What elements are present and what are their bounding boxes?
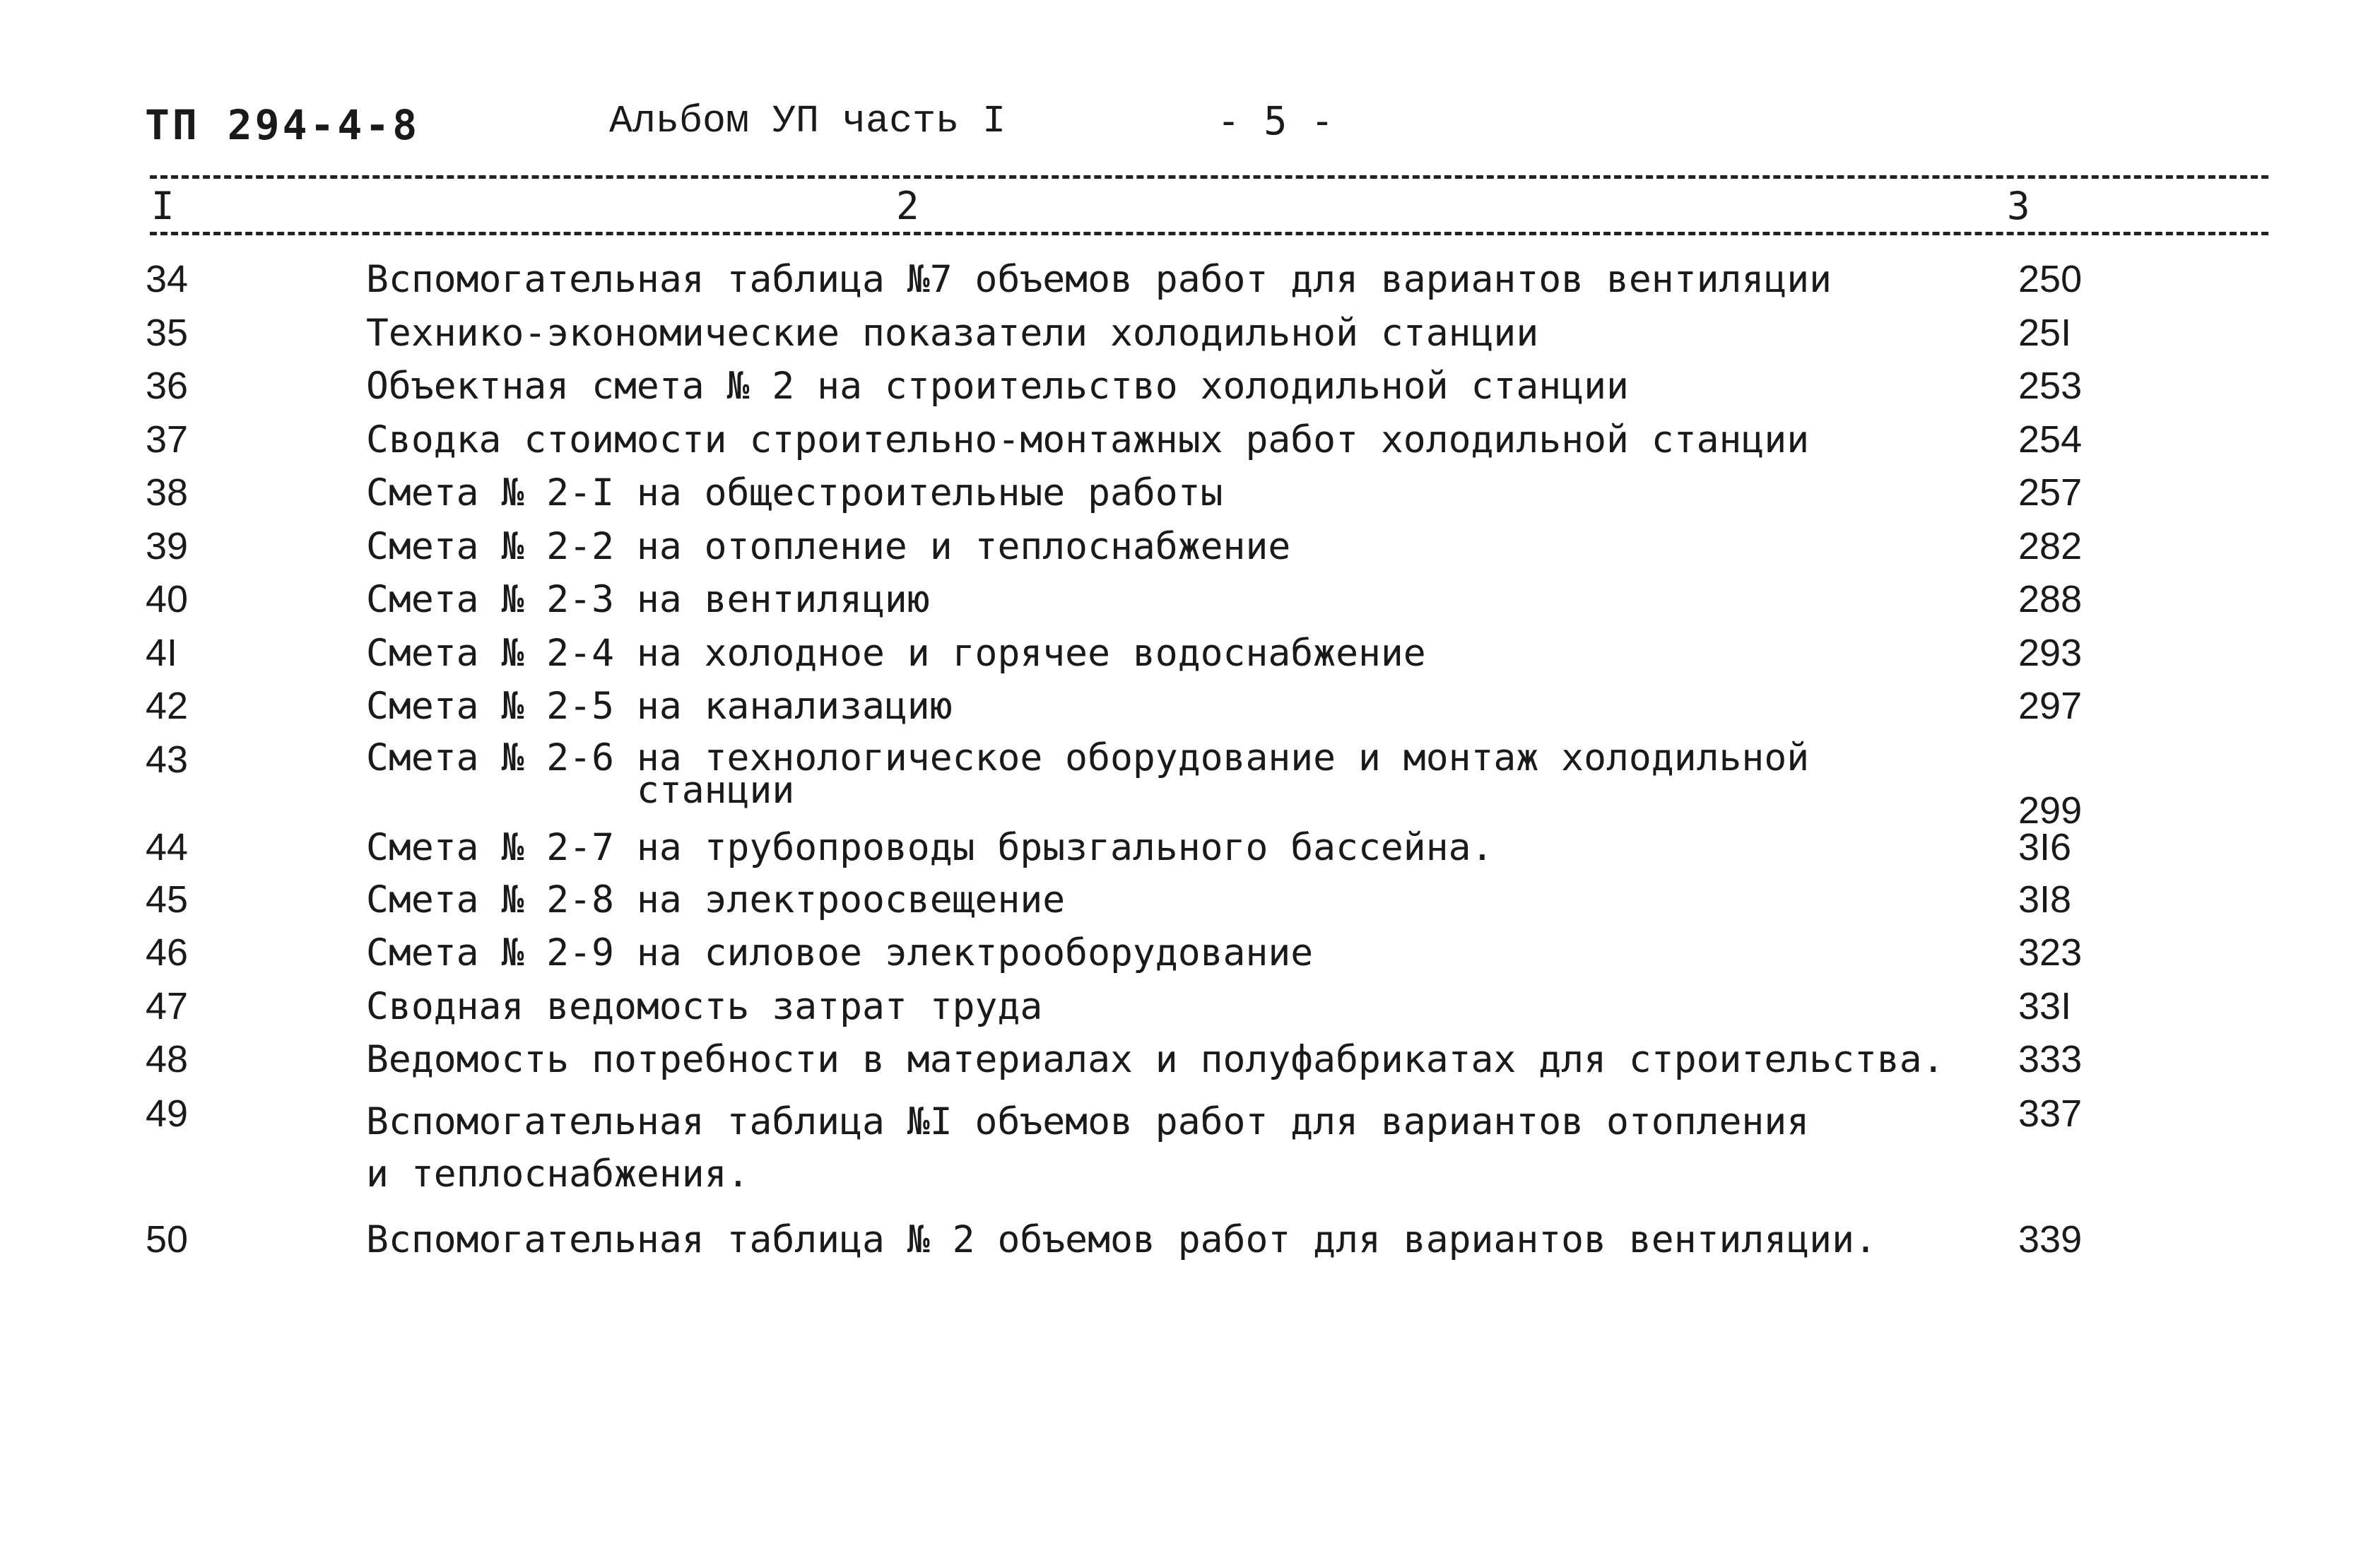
column-header-page: 3	[2001, 187, 2036, 225]
row-page: 25I	[2018, 312, 2072, 354]
row-number: 37	[146, 418, 189, 461]
row-page: 288	[2018, 578, 2083, 620]
column-header-title: 2	[890, 187, 925, 225]
row-page: 250	[2018, 258, 2083, 300]
row-title: Вспомогательная таблица №7 объемов работ для вариантов вентиляции	[366, 258, 1832, 301]
row-title: Смета № 2-2 на отопление и теплоснабжение	[366, 525, 1291, 568]
row-page: 297	[2018, 685, 2083, 727]
row-page: 282	[2018, 525, 2083, 567]
row-page: 293	[2018, 632, 2083, 674]
row-title: Смета № 2-8 на электроосвещение	[366, 878, 1066, 921]
row-page: 337	[2018, 1092, 2083, 1135]
row-number: 46	[146, 931, 189, 974]
dashed-rule-top	[150, 175, 2268, 179]
dashed-rule-bottom	[150, 232, 2268, 235]
document-code: ТП 294-4-8	[145, 101, 420, 149]
row-page: 299	[2018, 789, 2083, 832]
row-number: 50	[146, 1218, 189, 1261]
row-page: 323	[2018, 931, 2083, 974]
row-page: 253	[2018, 365, 2083, 407]
row-number: 35	[146, 312, 189, 354]
row-title: Ведомость потребности в материалах и полуфабрикатах для строительства.	[366, 1038, 1945, 1081]
row-page: 33I	[2018, 985, 2072, 1027]
column-header-number: I	[146, 187, 180, 225]
row-title: Сводка стоимости строительно-монтажных работ холодильной станции	[366, 418, 1810, 461]
row-number: 45	[146, 878, 189, 921]
row-title: Смета № 2-I на общестроительные работы	[366, 471, 1223, 514]
row-number: 47	[146, 985, 189, 1027]
row-title: Объектная смета № 2 на строительство холодильной станции	[366, 365, 1629, 408]
row-title: Вспомогательная таблица №I объемов работ для вариантов отопления и теплоснабжения.	[366, 1100, 1810, 1196]
row-page: 3I8	[2018, 878, 2072, 921]
row-title: Вспомогательная таблица № 2 объемов работ для вариантов вентиляции.	[366, 1218, 1877, 1261]
row-page: 254	[2018, 418, 2083, 461]
row-number: 34	[146, 258, 189, 300]
row-title: Смета № 2-6 на технологическое оборудование и монтаж холодильной станции	[366, 736, 1810, 812]
page-number: - 5 -	[1217, 98, 1334, 143]
row-number: 43	[146, 738, 189, 781]
row-number: 39	[146, 525, 189, 567]
row-number: 38	[146, 471, 189, 514]
row-title: Смета № 2-5 на канализацию	[366, 685, 953, 728]
row-number: 42	[146, 685, 189, 727]
row-page: 333	[2018, 1038, 2083, 1080]
row-page: 257	[2018, 471, 2083, 514]
row-number: 48	[146, 1038, 189, 1080]
row-number: 36	[146, 365, 189, 407]
row-number: 4I	[146, 632, 178, 674]
row-number: 49	[146, 1092, 189, 1135]
row-title: Смета № 2-4 на холодное и горячее водоснабжение	[366, 632, 1426, 675]
row-title: Технико-экономические показатели холодильной станции	[366, 312, 1539, 355]
row-title: Смета № 2-9 на силовое электрооборудование	[366, 931, 1314, 974]
row-number: 44	[146, 826, 189, 868]
row-page: 3I6	[2018, 826, 2072, 868]
row-title: Сводная ведомость затрат труда	[366, 985, 1043, 1028]
row-page: 339	[2018, 1218, 2083, 1261]
album-label: Альбом УП часть I	[609, 99, 1006, 143]
row-title: Смета № 2-3 на вентиляцию	[366, 578, 930, 621]
row-title: Смета № 2-7 на трубопроводы брызгального бассейна.	[366, 826, 1494, 869]
row-number: 40	[146, 578, 189, 620]
